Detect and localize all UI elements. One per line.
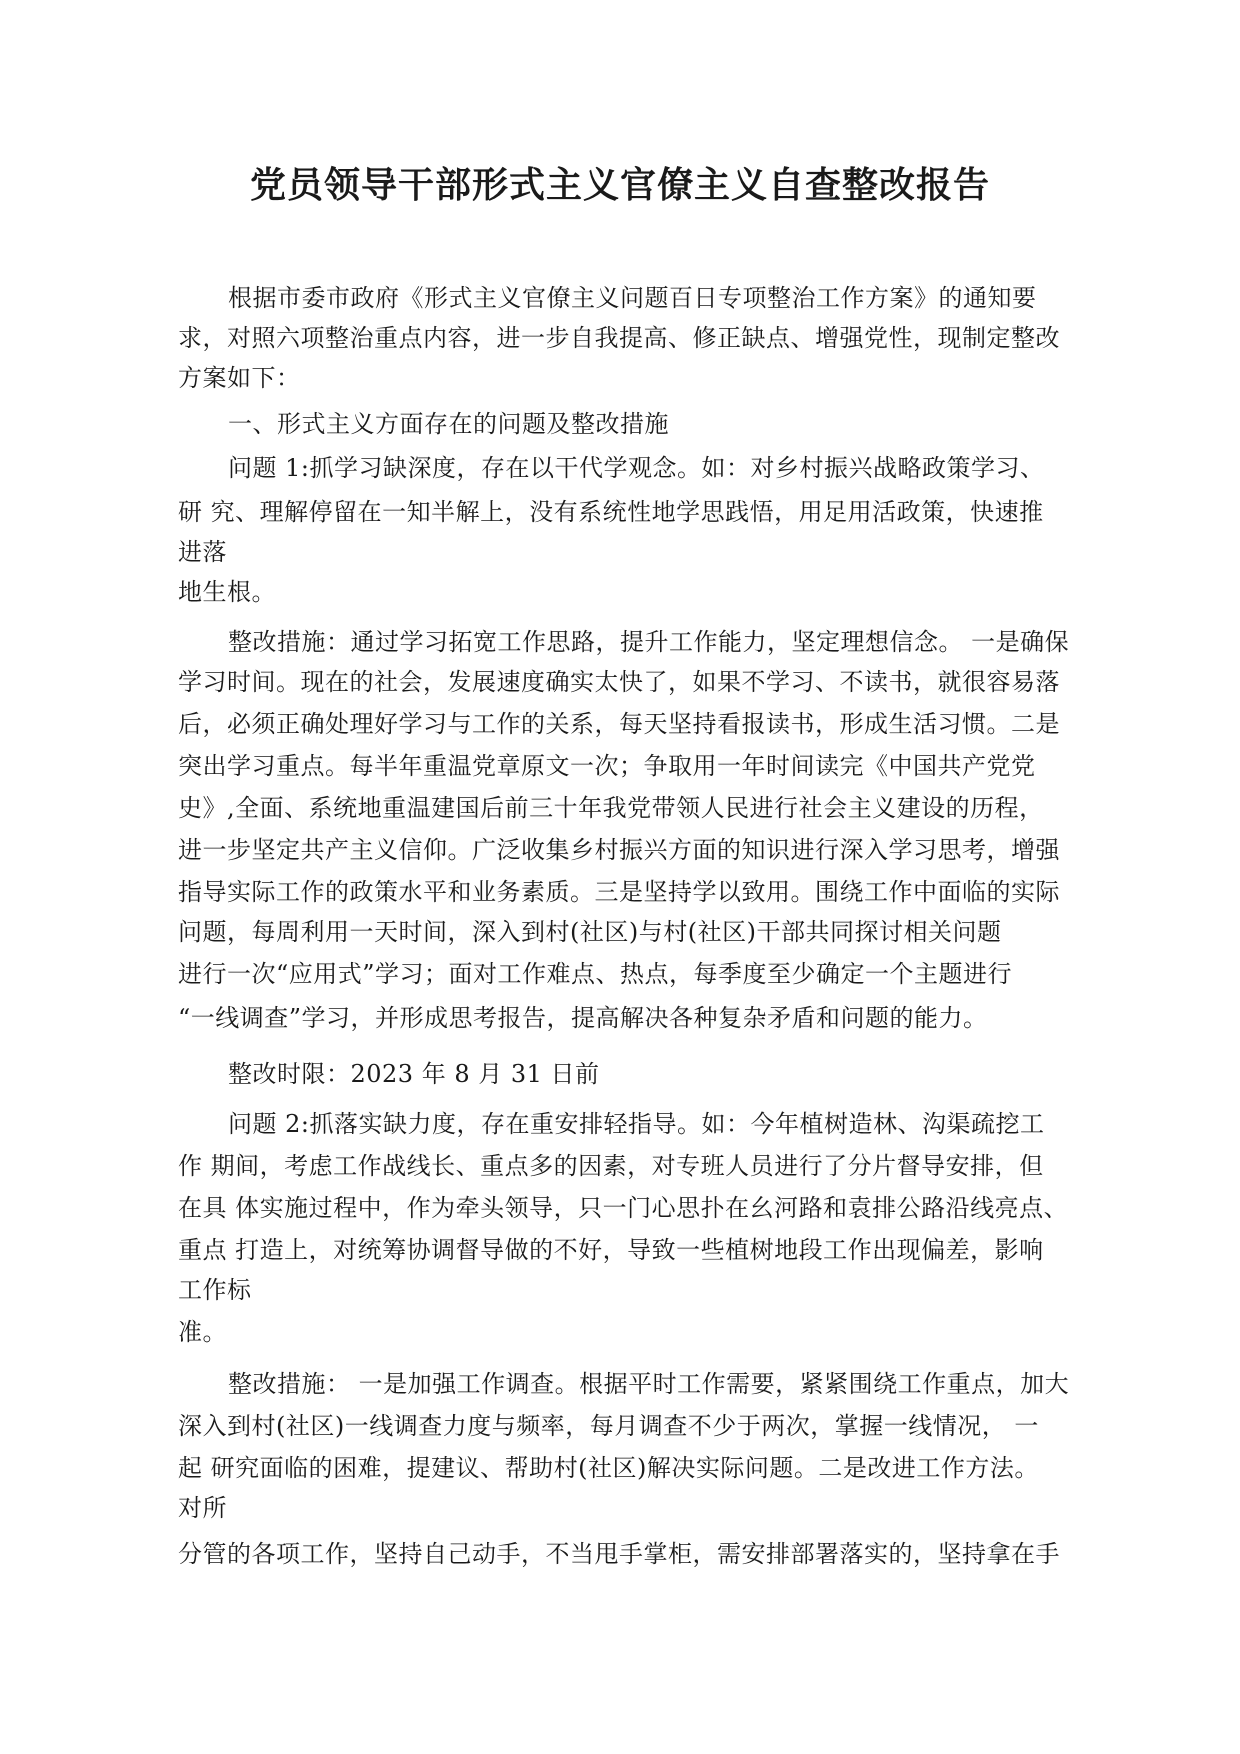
paragraph-line: 进一步坚定共产主义信仰。广泛收集乡村振兴方面的知识进行深入学习思考，增强 (178, 836, 1060, 864)
paragraph-line: 史》,全面、系统地重温建国后前三十年我党带领人民进行社会主义建设的历程， (178, 794, 1044, 822)
paragraph-line: 整改措施：通过学习拓宽工作思路，提升工作能力，坚定理想信念。 一是确保 (228, 628, 1070, 656)
paragraph-line: 准。 (178, 1318, 227, 1346)
paragraph-line: 进落 (178, 538, 227, 566)
paragraph-line: 起 研究面临的困难，提建议、帮助村(社区)解决实际问题。二是改进工作方法。 (178, 1454, 1039, 1482)
paragraph-line: 分管的各项工作，坚持自己动手，不当甩手掌柜，需安排部署落实的，坚持拿在手 (178, 1540, 1060, 1568)
paragraph-line: 指导实际工作的政策水平和业务素质。三是坚持学以致用。围绕工作中面临的实际 (178, 878, 1060, 906)
paragraph-line: 在具 体实施过程中，作为牵头领导，只一门心思扑在幺河路和袁排公路沿线亮点、 (178, 1194, 1069, 1222)
paragraph-line: 对所 (178, 1494, 227, 1522)
paragraph-line: 学习时间。现在的社会，发展速度确实太快了，如果不学习、不读书，就很容易落 (178, 668, 1060, 696)
document-title: 党员领导干部形式主义官僚主义自查整改报告 (249, 165, 990, 206)
paragraph-line: 问题 1:抓学习缺深度，存在以干代学观念。如：对乡村振兴战略政策学习、 (228, 454, 1045, 482)
paragraph-line: 问题，每周利用一天时间，深入到村(社区)与村(社区)干部共同探讨相关问题 (178, 918, 1002, 946)
paragraph-line: 深入到村(社区)一线调查力度与频率，每月调查不少于两次，掌握一线情况， 一 (178, 1412, 1039, 1440)
paragraph-line: 后，必须正确处理好学习与工作的关系，每天坚持看报读书，形成生活习惯。二是 (178, 710, 1060, 738)
paragraph-line: 地生根。 (178, 578, 276, 606)
deadline-line: 整改时限：2023 年 8 月 31 日前 (228, 1060, 600, 1088)
paragraph-line: 重点 打造上，对统筹协调督导做的不好，导致一些植树地段工作出现偏差，影响 (178, 1236, 1044, 1264)
paragraph-line: 问题 2:抓落实缺力度，存在重安排轻指导。如：今年植树造林、沟渠疏挖工 (228, 1110, 1045, 1138)
paragraph-line: 方案如下： (178, 364, 301, 392)
paragraph-line: 进行一次“应用式”学习；面对工作难点、热点，每季度至少确定一个主题进行 (178, 960, 1013, 988)
paragraph-line: 突出学习重点。每半年重温党章原文一次；争取用一年时间读完《中国共产党党 (178, 752, 1036, 780)
paragraph-line: “一线调查”学习，并形成思考报告，提高解决各种复杂矛盾和问题的能力。 (178, 1004, 988, 1032)
paragraph-line: 作 期间，考虑工作战线长、重点多的因素，对专班人员进行了分片督导安排，但 (178, 1152, 1044, 1180)
paragraph-line: 求，对照六项整治重点内容，进一步自我提高、修正缺点、增强党性，现制定整改 (178, 324, 1060, 352)
section-heading: 一、形式主义方面存在的问题及整改措施 (228, 410, 669, 438)
paragraph-line: 工作标 (178, 1276, 252, 1304)
paragraph-line: 根据市委市政府《形式主义官僚主义问题百日专项整治工作方案》的通知要 (228, 284, 1037, 312)
paragraph-line: 整改措施： 一是加强工作调查。根据平时工作需要，紧紧围绕工作重点，加大 (228, 1370, 1070, 1398)
paragraph-line: 研 究、理解停留在一知半解上，没有系统性地学思践悟，用足用活政策，快速推 (178, 498, 1044, 526)
